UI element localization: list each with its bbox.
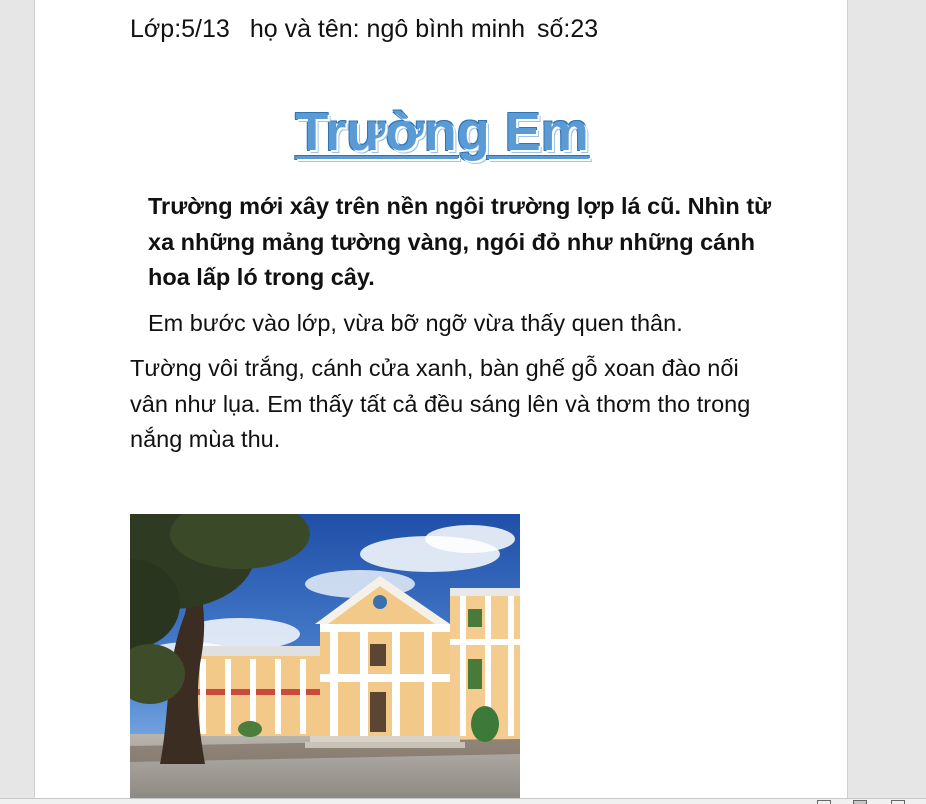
read-mode-icon[interactable] [817,800,831,804]
paragraph-description: Tường vôi trắng, cánh cửa xanh, bàn ghế gỗ xoan đào nối vân như lụa. Em thấy tất cả đều sáng lên và thơm tho trong nắng mùa thu. [130,355,751,452]
document-title: Trường Em [295,102,589,162]
document-page[interactable] [34,0,848,798]
student-name-label: họ và tên: ngô bình minh [249,15,526,43]
school-building-photo[interactable] [130,514,520,798]
paragraph-intro: Trường mới xây trên nền ngôi trường lợp lá cũ. Nhìn từ xa những mảng tường vàng, ngói đỏ như những cánh hoa lấp ló trong cây. [148,193,772,290]
school-photo-graphic [130,514,520,798]
print-layout-icon[interactable] [853,800,867,804]
class-label: Lớp:5/13 [130,15,230,43]
student-info-line [130,15,598,44]
student-number-label: số:23 [537,15,599,43]
paragraph-classroom: Em bước vào lớp, vừa bỡ ngỡ vừa thấy quen thân. [148,310,683,336]
web-layout-icon[interactable] [891,800,905,804]
status-bar [0,798,926,804]
